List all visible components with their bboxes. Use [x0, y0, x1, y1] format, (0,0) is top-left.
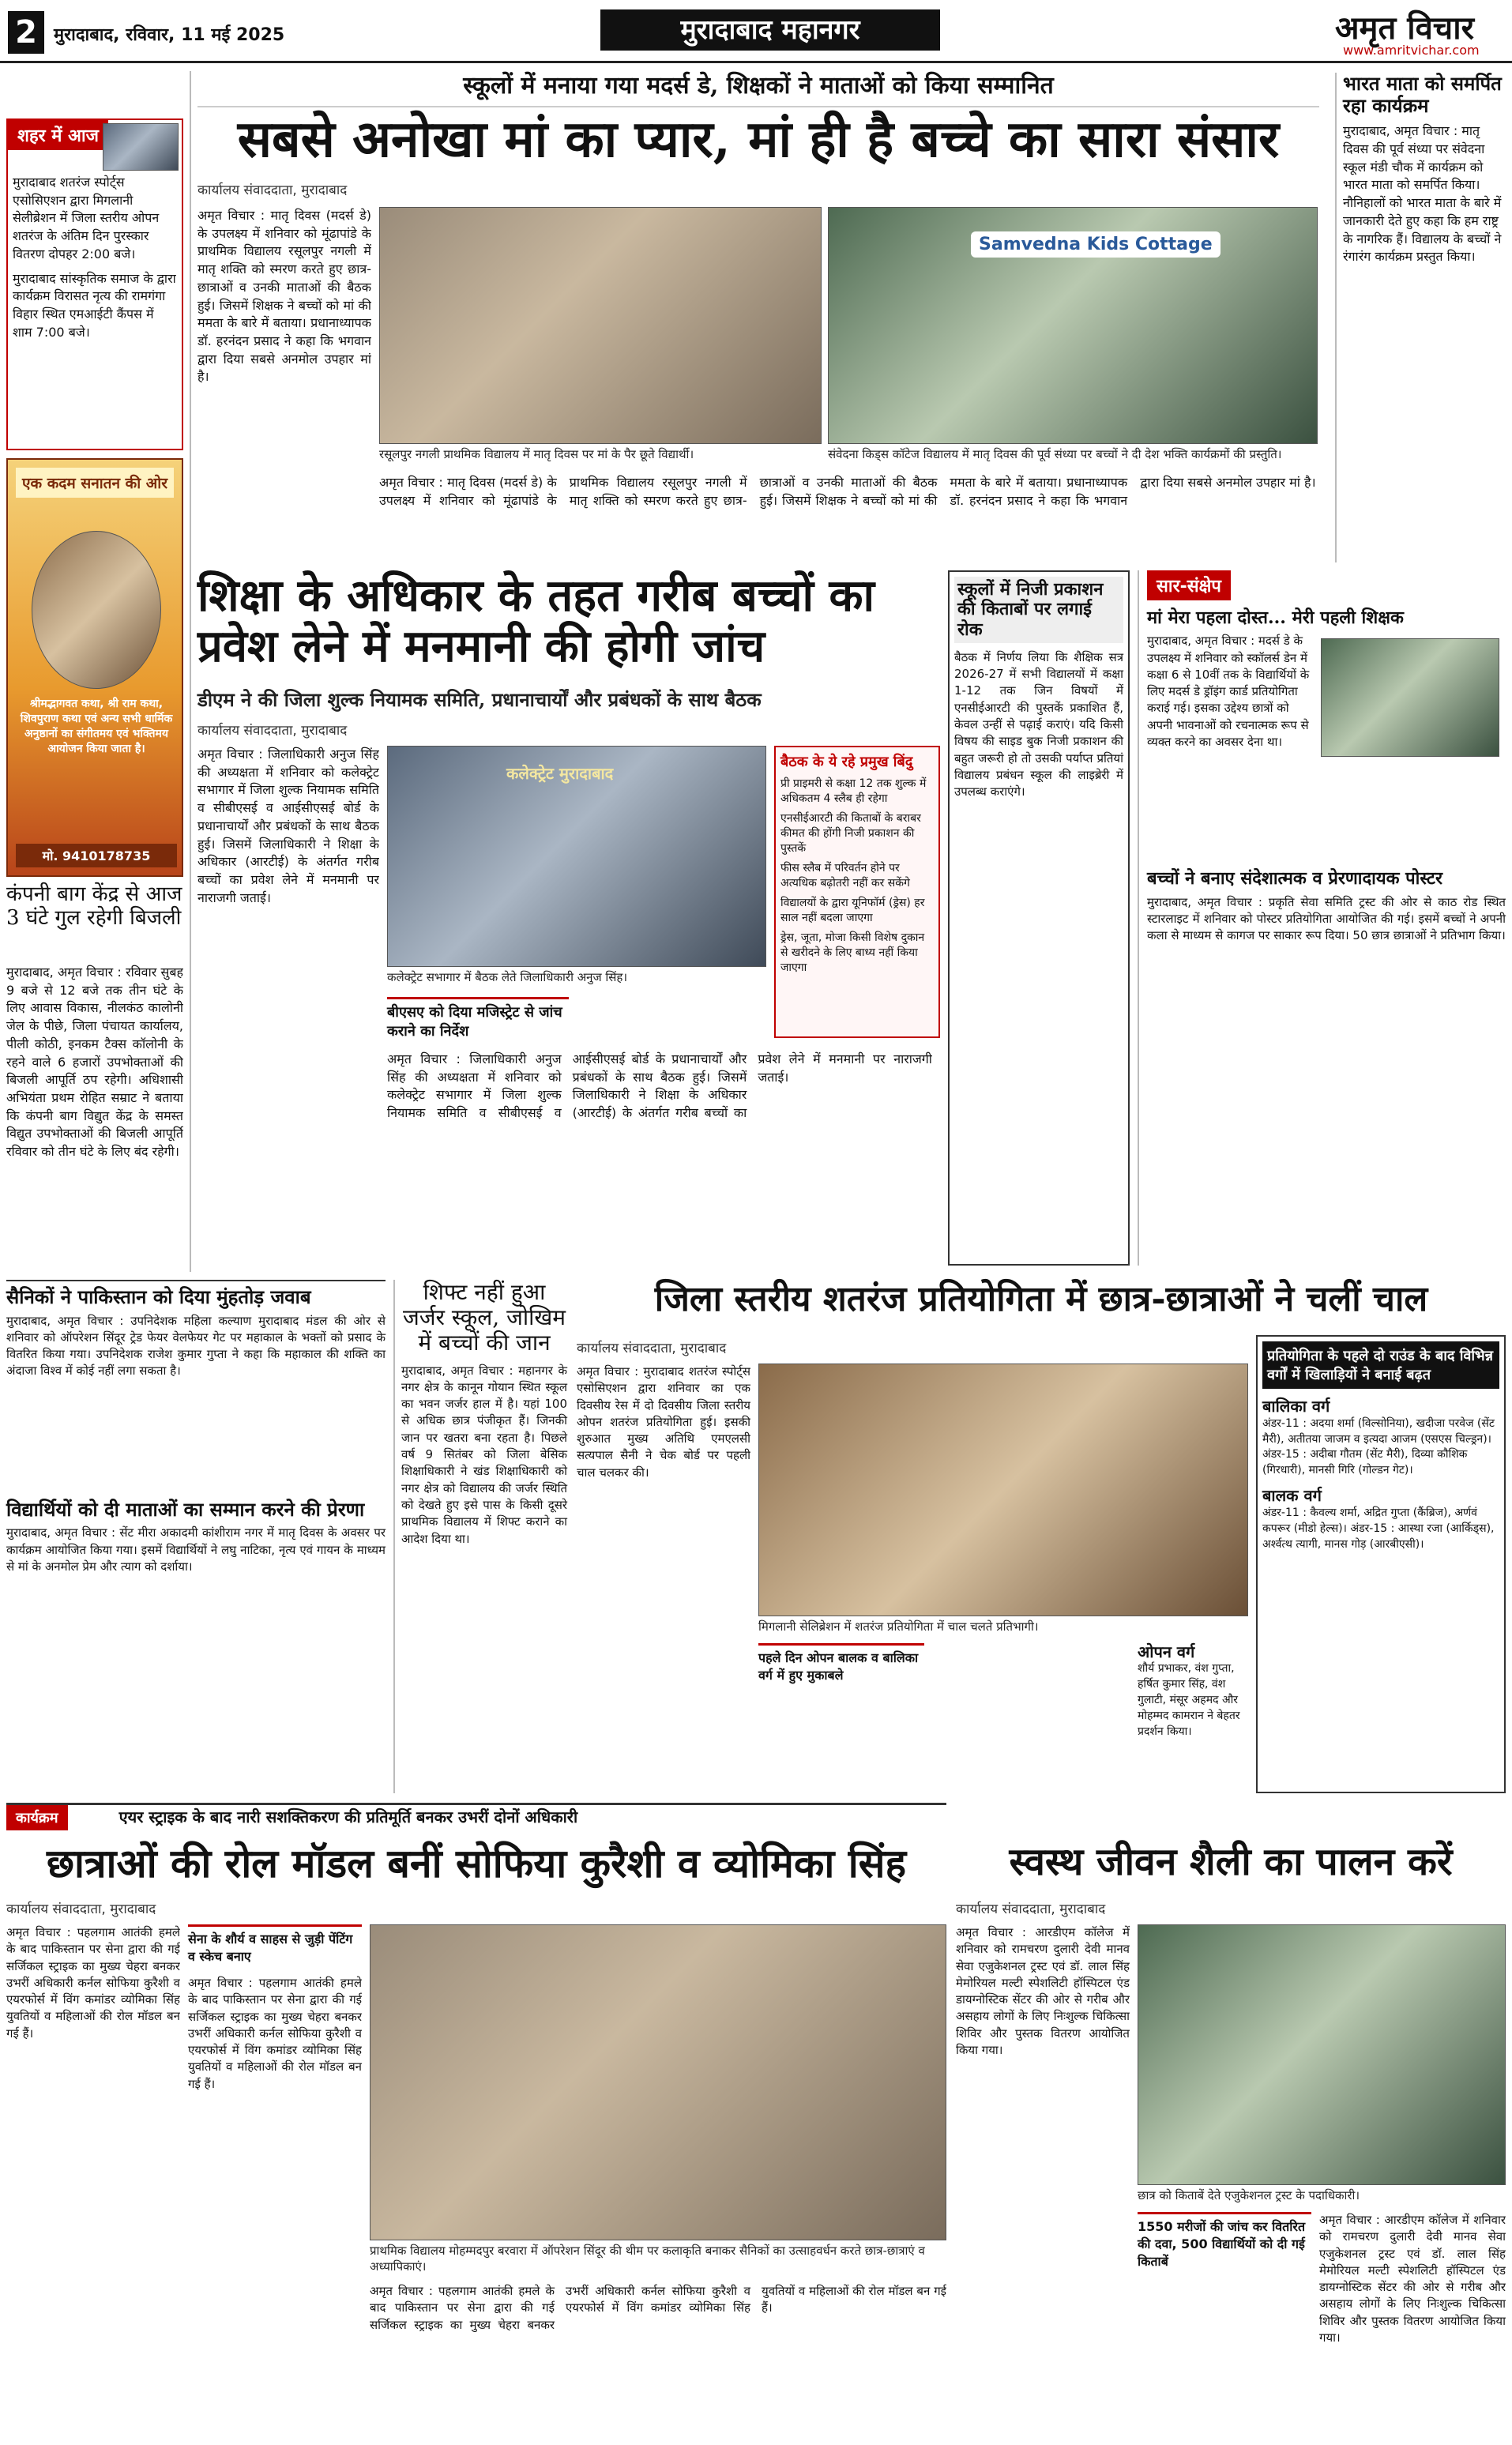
ad-top-text: एक कदम सनातन की ओर: [16, 468, 174, 498]
girls-head: बालिका वर्ग: [1262, 1397, 1330, 1416]
operation-byline: कार्यालय संवाददाता, मुरादाबाद: [6, 1901, 156, 1917]
bharat-mata-box: [1335, 73, 1506, 562]
operation-sub-box-title: सेना के शौर्य व साहस से जुड़ी पेंटिंग व स्केच बनाए: [188, 1932, 353, 1964]
ad-contact: मो. 9410178735: [16, 844, 177, 867]
jarjar-headline: शिफ्ट नहीं हुआ जर्जर स्कूल, जोखिम में बच्चों की जान: [402, 1279, 566, 1356]
collectorate-sign: कलेक्ट्रेट मुरादाबाद: [506, 764, 614, 783]
page-number: 2: [8, 11, 44, 54]
rte-headline: शिक्षा के अधिकार के तहत गरीब बच्चों का प्रवेश लेने में मनमानी की होगी जांच: [197, 570, 875, 673]
soldiers-body: मुरादाबाद, अमृत विचार : उपनिदेशक महिला कल्याण मुरादाबाद मंडल की ओर से शनिवार को ऑपरेशन सिंदूर ट्रेड फेयर वेलफेयर गेट पर महाकाल के भक्तों को प्रसाद के वितरित किया गया। उपनिदेशक राजेश कुमार गुप्ता ने कहा कि महाकाल की शक्ति का अंदाजा विश्व में कोई नहीं लगा सकता है।: [6, 1313, 386, 1379]
mothers-day-caption-2: संवेदना किड्स कॉटेज विद्यालय में मातृ दिवस की पूर्व संध्या पर बच्चों ने दी देश भक्ति कार्यक्रमों की प्रस्तुति।: [828, 447, 1282, 461]
chess-caption: मिगलानी सेलिब्रेशन में शतरंज प्रतियोगिता में चाल चलते प्रतिभागी।: [758, 1619, 1039, 1634]
operation-body: अमृत विचार : पहलगाम आतंकी हमले के बाद पाकिस्तान पर सेना द्वारा की गई सर्जिकल स्ट्राइक का मुख्य चेहरा बनकर उभरीं अधिकारी कर्नल सोफिया कुरैशी व एयरफोर्स में विंग कमांडर व्योमिका सिंह युवतियों व महिलाओं की रोल मॉडल बन गई हैं।: [6, 1925, 180, 2041]
chess-results-headline: प्रतियोगिता के पहले दो राउंड के बाद विभिन्न वर्गों में खिलाड़ियों ने बनाई बढ़त: [1262, 1341, 1499, 1389]
operation-body-2: अमृत विचार : पहलगाम आतंकी हमले के बाद पाकिस्तान पर सेना द्वारा की गई सर्जिकल स्ट्राइक का मुख्य चेहरा बनकर उभरीं अधिकारी कर्नल सोफिया कुरैशी व एयरफोर्स में विंग कमांडर व्योमिका सिंह युवतियों व महिलाओं की रोल मॉडल बन गई हैं।: [188, 1976, 362, 2091]
private-books-box: [948, 570, 1130, 1266]
mothers-day-photo-2: [828, 207, 1318, 444]
building-image: [103, 123, 179, 171]
operation-caption: प्राथमिक विद्यालय मोहम्मदपुर बरवारा में ऑपरेशन सिंदूर की थीम पर कलाकृति बनाकर सैनिकों का उत्साहवर्धन करते छात्र-छात्राएं व अध्यापिकाएं।: [370, 2244, 925, 2274]
health-caption: छात्र को किताबें देते एजुकेशनल ट्रस्ट के पदाधिकारी।: [1138, 2188, 1360, 2202]
electricity-headline: कंपनी बाग केंद्र से आज 3 घंटे गुल रहेगी बिजली: [6, 882, 182, 930]
operation-top-bar: [6, 1803, 946, 1834]
chess-sub-box: [758, 1643, 924, 1683]
drawing-competition-photo: [1321, 638, 1499, 757]
health-byline: कार्यालय संवाददाता, मुरादाबाद: [956, 1901, 1106, 1917]
guru-image: [32, 531, 161, 689]
key-point: ड्रेस, जूता, मोजा किसी विशेष दुकान से खरीदने के लिए बाध्य नहीं किया जाएगा: [780, 931, 925, 974]
religious-ad: [6, 458, 183, 877]
key-point: विद्यालयों के द्वारा यूनिफॉर्म (ड्रेस) हर साल नहीं बदला जाएगा: [780, 897, 925, 924]
jarjar-body: मुरादाबाद, अमृत विचार : महानगर के नगर क्षेत्र के कानून गोयान स्थित स्कूल का भवन जर्जर हाल में है। यहां 100 से अधिक छात्र पंजीकृत हैं। जिनकी जान पर खतरा बना रहता है। पिछले वर्ष 9 सितंबर को जिला बेसिक शिक्षाधिकारी ने खंड शिक्षाधिकारी को नगर क्षेत्र को विद्यालय की जर्जर स्थिति को देखते हुए इसे पास के किसी दूसरे प्राथमिक विद्यालय में शिफ्ट कराने का आदेश दिया था।: [401, 1363, 567, 1546]
soldiers-headline: सैनिकों ने पाकिस्तान को दिया मुंहतोड़ जवाब: [6, 1285, 311, 1308]
mothers-day-kicker-bar: [197, 73, 1319, 107]
private-books-headline: स्कूलों में निजी प्रकाशन की किताबों पर लगाई रोक: [954, 577, 1123, 643]
health-sub-box-title: 1550 मरीजों की जांच कर वितरित की दवा, 500 विद्यार्थियों को दी गई किताबें: [1138, 2219, 1306, 2269]
chess-body: अमृत विचार : मुरादाबाद शतरंज स्पोर्ट्स एसोसिएशन द्वारा शनिवार का एक दिवसीय रेस में दो दिवसीय जिला स्तरीय ओपन शतरंज प्रतियोगिता हुई। इसकी शुरुआत मुख्य अतिथि एमएलसी सत्यपाल सैनी ने चेक बोर्ड पर पहली चाल चलकर की।: [577, 1364, 750, 1480]
health-body: अमृत विचार : आरडीएम कॉलेज में शनिवार को रामचरण दुलारी देवी मानव सेवा एजुकेशनल ट्रस्ट एवं डॉ. लाल सिंह मेमोरियल मल्टी स्पेशलिटी हॉस्पिटल एंड डायग्नोस्टिक सेंटर की ओर से गरीब और असहाय लोगों के लिए निःशुल्क चिकित्सा शिविर और पुस्तक वितरण आयोजित किया गया।: [956, 1925, 1130, 2058]
saar-item1-body: मुरादाबाद, अमृत विचार : मदर्स डे के उपलक्ष्य में शनिवार को स्कॉलर्स डेन में कक्षा 6 से 10वीं तक के विद्यार्थियों के लिए मदर्स डे ड्रॉइंग कार्ड प्रतियोगिता कराई गई। इसका उद्देश्य छात्रों को अपनी भावनाओं को रचनात्मक रूप से व्यक्त करने का अवसर देना था।: [1147, 634, 1310, 750]
operation-sub-box: [188, 1924, 362, 1965]
rte-key-points: [774, 746, 940, 1038]
city-today-tag: शहर में आज: [8, 120, 108, 150]
mothers-day-byline: कार्यालय संवाददाता, मुरादाबाद: [197, 182, 348, 198]
chess-sub-box-title: पहले दिन ओपन बालक व बालिका वर्ग में हुए मुकाबले: [758, 1650, 919, 1683]
students-mothers-body: मुरादाबाद, अमृत विचार : सेंट मीरा अकादमी कांशीराम नगर में मातृ दिवस के अवसर पर कार्यक्रम आयोजित किया गया। इसमें विद्यार्थियों ने लघु नाटिका, नृत्य एवं गायन के माध्यम से मां के अनमोल प्रेम और त्याग को दर्शाया।: [6, 1525, 386, 1574]
rte-body: अमृत विचार : जिलाधिकारी अनुज सिंह की अध्यक्षता में शनिवार को कलेक्ट्रेट सभागार में जिला शुल्क नियामक समिति व सीबीएसई व आईसीएसई बोर्ड के प्रधानाचार्यों और प्रबंधकों के साथ बैठक हुई। जिसमें जिलाधिकारी ने शिक्षा के अधिकार (आरटीई) के अंतर्गत गरीब बच्चों का प्रवेश लेने में मनमानी पर नाराजगी जताई।: [197, 747, 379, 905]
operation-photo: [370, 1924, 946, 2240]
saar-item2-head: बच्चों ने बनाए संदेशात्मक व प्रेरणादायक पोस्टर: [1147, 868, 1442, 890]
bharat-mata-body: मुरादाबाद, अमृत विचार : मातृ दिवस की पूर्व संध्या पर संवेदना स्कूल मंडी चौक में कार्यक्रम को भारत माता को समर्पित किया। नौनिहालों को भारत माता के बारे में जानकारी देते हुए कहा कि हम राष्ट्र के नागरिक हैं। विद्यालय के बच्चों ने रंगारंग कार्यक्रम प्रस्तुत किया।: [1343, 123, 1502, 265]
chess-headline: जिला स्तरीय शतरंज प्रतियोगिता में छात्र-छात्राओं ने चलीं चाल: [654, 1279, 1428, 1319]
chess-byline: कार्यालय संवाददाता, मुरादाबाद: [577, 1341, 727, 1356]
students-mothers-headline: विद्यार्थियों को दी माताओं का सम्मान करने की प्रेरणा: [6, 1497, 365, 1521]
rte-sub-box: [387, 997, 569, 1040]
mothers-day-body-cont: अमृत विचार : मातृ दिवस (मदर्स डे) के उपलक्ष्य में शनिवार को मूंढापांडे के प्राथमिक विद्यालय रसूलपुर नगली में मातृ शक्ति को स्मरण करते हुए छात्र-छात्राओं व उनकी माताओं की बैठक हुई। जिसमें शिक्षक ने बच्चों को मां की ममता के बारे में बताया। प्रधानाध्यापक डॉ. हरनंदन प्रसाद ने कहा कि भगवान द्वारा दिया सबसे अनमोल उपहार मां है।: [379, 475, 1316, 508]
mothers-day-photo-1: [379, 207, 822, 444]
chess-photo: [758, 1364, 1248, 1616]
open-category-box: [1138, 1643, 1248, 1740]
section-title: मुरादाबाद महानगर: [600, 9, 940, 51]
mothers-day-headline: सबसे अनोखा मां का प्यार, मां ही है बच्चे का सारा संसार: [237, 110, 1280, 169]
key-point: प्री प्राइमरी से कक्षा 12 तक शुल्क में अधिकतम 4 स्लैब ही रहेगा: [780, 777, 927, 805]
mothers-day-body: अमृत विचार : मातृ दिवस (मदर्स डे) के उपलक्ष्य में शनिवार को मूंढापांडे के प्राथमिक विद्यालय रसूलपुर नगली में मातृ शक्ति को स्मरण करते हुए छात्र-छात्राओं व उनकी माताओं की बैठक हुई। जिसमें शिक्षक ने बच्चों को मां की ममता के बारे में बताया। प्रधानाध्यापक डॉ. हरनंदन प्रसाद ने कहा कि भगवान द्वारा दिया सबसे अनमोल उपहार मां है।: [197, 208, 371, 385]
city-today-box: [6, 118, 183, 450]
chess-results-box: [1256, 1335, 1506, 1793]
operation-body-3: अमृत विचार : पहलगाम आतंकी हमले के बाद पाकिस्तान पर सेना द्वारा की गई सर्जिकल स्ट्राइक का मुख्य चेहरा बनकर उभरीं अधिकारी कर्नल सोफिया कुरैशी व एयरफोर्स में विंग कमांडर व्योमिका सिंह युवतियों व महिलाओं की रोल मॉडल बन गई हैं।: [370, 2284, 946, 2332]
saar-item2-body: मुरादाबाद, अमृत विचार : प्रकृति सेवा समिति ट्रस्ट की ओर से काठ रोड स्थित स्टारलाइट में शनिवार को पोस्टर प्रतियोगिता आयोजित की गई। इसमें बच्चों ने अपनी कला से माध्यम से कागज पर साकार रूप दिया। 50 छात्र छात्राओं ने प्रतिभाग किया।: [1147, 894, 1506, 943]
rte-byline: कार्यालय संवाददाता, मुरादाबाद: [197, 723, 348, 739]
boys-body: अंडर-11 : कैवल्य शर्मा, अद्रित गुप्ता (कैंब्रिज), अर्णवं कपरूर (मीडो हेल्स)। अंडर-15 : आस्था रजा (आर्किड्स), अर्श्वत्थ त्यागी, मानस गोड़ (आरबीएसी)।: [1262, 1506, 1495, 1551]
health-body-2: अमृत विचार : आरडीएम कॉलेज में शनिवार को रामचरण दुलारी देवी मानव सेवा एजुकेशनल ट्रस्ट एवं डॉ. लाल सिंह मेमोरियल मल्टी स्पेशलिटी हॉस्पिटल एंड डायग्नोस्टिक सेंटर की ओर से गरीब और असहाय लोगों के लिए निःशुल्क चिकित्सा शिविर और पुस्तक वितरण आयोजित किया गया।: [1319, 2213, 1506, 2345]
rte-photo-caption: कलेक्ट्रेट सभागार में बैठक लेते जिलाधिकारी अनुज सिंह।: [387, 970, 628, 984]
dateline: मुरादाबाद, रविवार, 11 मई 2025: [54, 25, 285, 45]
key-point: एनसीईआरटी की किताबों के बराबर कीमत की होंगी निजी प्रकाशन की पुस्तकें: [780, 812, 921, 855]
boys-head: बालक वर्ग: [1262, 1486, 1322, 1506]
saar-box: [1138, 570, 1506, 1266]
saar-item1-head: मां मेरा पहला दोस्त... मेरी पहली शिक्षक: [1147, 607, 1404, 628]
health-sub-box: [1138, 2212, 1311, 2270]
mothers-day-kicker: स्कूलों में मनाया गया मदर्स डे, शिक्षकों ने माताओं को किया सम्मानित: [463, 72, 1054, 100]
saar-tag: सार-संक्षेप: [1147, 570, 1231, 600]
key-point: फीस स्लैब में परिवर्तन होने पर अत्यधिक बढ़ोतरी नहीं कर सकेंगे: [780, 862, 910, 890]
operation-headline: छात्राओं की रोल मॉडल बनीं सोफिया कुरैशी व व्योमिका सिंह: [46, 1840, 907, 1886]
bharat-mata-headline: भारत माता को समर्पित रहा कार्यक्रम: [1343, 72, 1502, 117]
column-rule: [190, 71, 191, 1272]
rte-sub-box-title: बीएसए को दिया मजिस्ट्रेट से जांच कराने का निर्देश: [387, 1004, 562, 1040]
brand-logo: अमृत विचार: [1335, 9, 1474, 47]
key-points-title: बैठक के ये रहे प्रमुख बिंदु: [780, 754, 913, 770]
operation-tag: कार्यक्रम: [6, 1805, 68, 1830]
city-today-item: मुरादाबाद सांस्कृतिक समाज के द्वारा कार्यक्रम विरासत नृत्य की रामगंगा विहार स्थित एमआईटी कैंपस में शाम 7:00 बजे।: [13, 270, 176, 340]
rte-subhead: डीएम ने की जिला शुल्क नियामक समिति, प्रधानाचार्यों और प्रबंधकों के साथ बैठक: [197, 688, 762, 711]
rte-photo: [387, 746, 766, 967]
kids-cottage-sign: Samvedna Kids Cottage: [971, 231, 1221, 258]
rte-body-cont: अमृत विचार : जिलाधिकारी अनुज सिंह की अध्यक्षता में शनिवार को कलेक्ट्रेट सभागार में जिला शुल्क नियामक समिति व सीबीएसई व आईसीएसई बोर्ड के प्रधानाचार्यों और प्रबंधकों के साथ बैठक हुई। जिसमें जिलाधिकारी ने शिक्षा के अधिकार (आरटीई) के अंतर्गत गरीब बच्चों का प्रवेश लेने में मनमानी पर नाराजगी जताई।: [387, 1051, 932, 1121]
open-category-body: शौर्य प्रभाकर, वंश गुप्ता, हर्षित कुमार सिंह, वंश गुलाटी, मंसूर अहमद और मोहम्मद कामरान ने बेहतर प्रदर्शन किया।: [1138, 1662, 1240, 1738]
city-today-item: मुरादाबाद शतरंज स्पोर्ट्स एसोसिएशन द्वारा मिगलानी सेलीब्रेशन में जिला स्तरीय ओपन शतरंज के अंतिम दिन पुरस्कार वितरण दोपहर 2:00 बजे।: [13, 175, 160, 261]
jarjar-box: [393, 1280, 567, 1793]
health-headline: स्वस्थ जीवन शैली का पालन करें: [1009, 1840, 1453, 1884]
private-books-body: बैठक में निर्णय लिया कि शैक्षिक सत्र 2026-27 में सभी विद्यालयों में कक्षा 1-12 तक जिन विषयों में एनसीईआरटी की पुस्तकें प्रकाशित हैं, केवल उन्हीं से पढ़ाई कराएं। यदि किसी विषय की साइड बुक निजी प्रकाशन की बहुत जरूरी हो तो उसकी पर्याप्त प्रतियां विद्यालय प्रबंधन स्कूल की लाइब्रेरी में उपलब्ध कराएंगे।: [954, 649, 1123, 799]
ad-body-text: श्रीमद्भागवत कथा, श्री राम कथा, शिवपुराण कथा एवं अन्य सभी धार्मिक अनुष्ठानों का संगीतमय एवं भक्तिमय आयोजन किया जाता है।: [20, 698, 173, 755]
operation-kicker: एयर स्ट्राइक के बाद नारी सशक्तिकरण की प्रतिमूर्ति बनकर उभरीं दोनों अधिकारी: [118, 1807, 578, 1826]
soldiers-box: [6, 1280, 386, 1793]
girls-body: अंडर-11 : अदया शर्मा (विल्सोनिया), खदीजा परवेज (सेंट मैरी), अतीतया जाजम व इत्यदा आजम (एसएस चिल्ड्रन)। अंडर-15 : अदीबा गौतम (सेंट मैरी), दिव्या कौशिक (गिरधारी), मानसी गिरि (गोल्डन गेट)।: [1262, 1417, 1495, 1476]
electricity-body: मुरादाबाद, अमृत विचार : रविवार सुबह 9 बजे से 12 बजे तक तीन घंटे के लिए आवास विकास, नीलकंठ कालोनी जेल के पीछे, जिला पंचायत कार्यालय, पीली कोठी, इनकम टैक्स कॉलोनी के रहने वाले 6 हजारों उपभोक्ताओं की बिजली आपूर्ति ठप रहेगी। अधिशासी अभियंता प्रथम रोहित सम्राट ने बताया कि कंपनी बाग विद्युत केंद्र के समस्त विद्युत उपभोक्ताओं की बिजली आपूर्ति रविवार को तीन घंटे के लिए बंद रहेगी।: [6, 965, 183, 1160]
mothers-day-caption-1: रसूलपुर नगली प्राथमिक विद्यालय में मातृ दिवस पर मां के पैर छूते विद्यार्थी।: [379, 447, 694, 461]
brand-url[interactable]: www.amritvichar.com: [1343, 43, 1480, 58]
open-category-head: ओपन वर्ग: [1138, 1642, 1195, 1661]
health-photo: [1138, 1924, 1506, 2185]
